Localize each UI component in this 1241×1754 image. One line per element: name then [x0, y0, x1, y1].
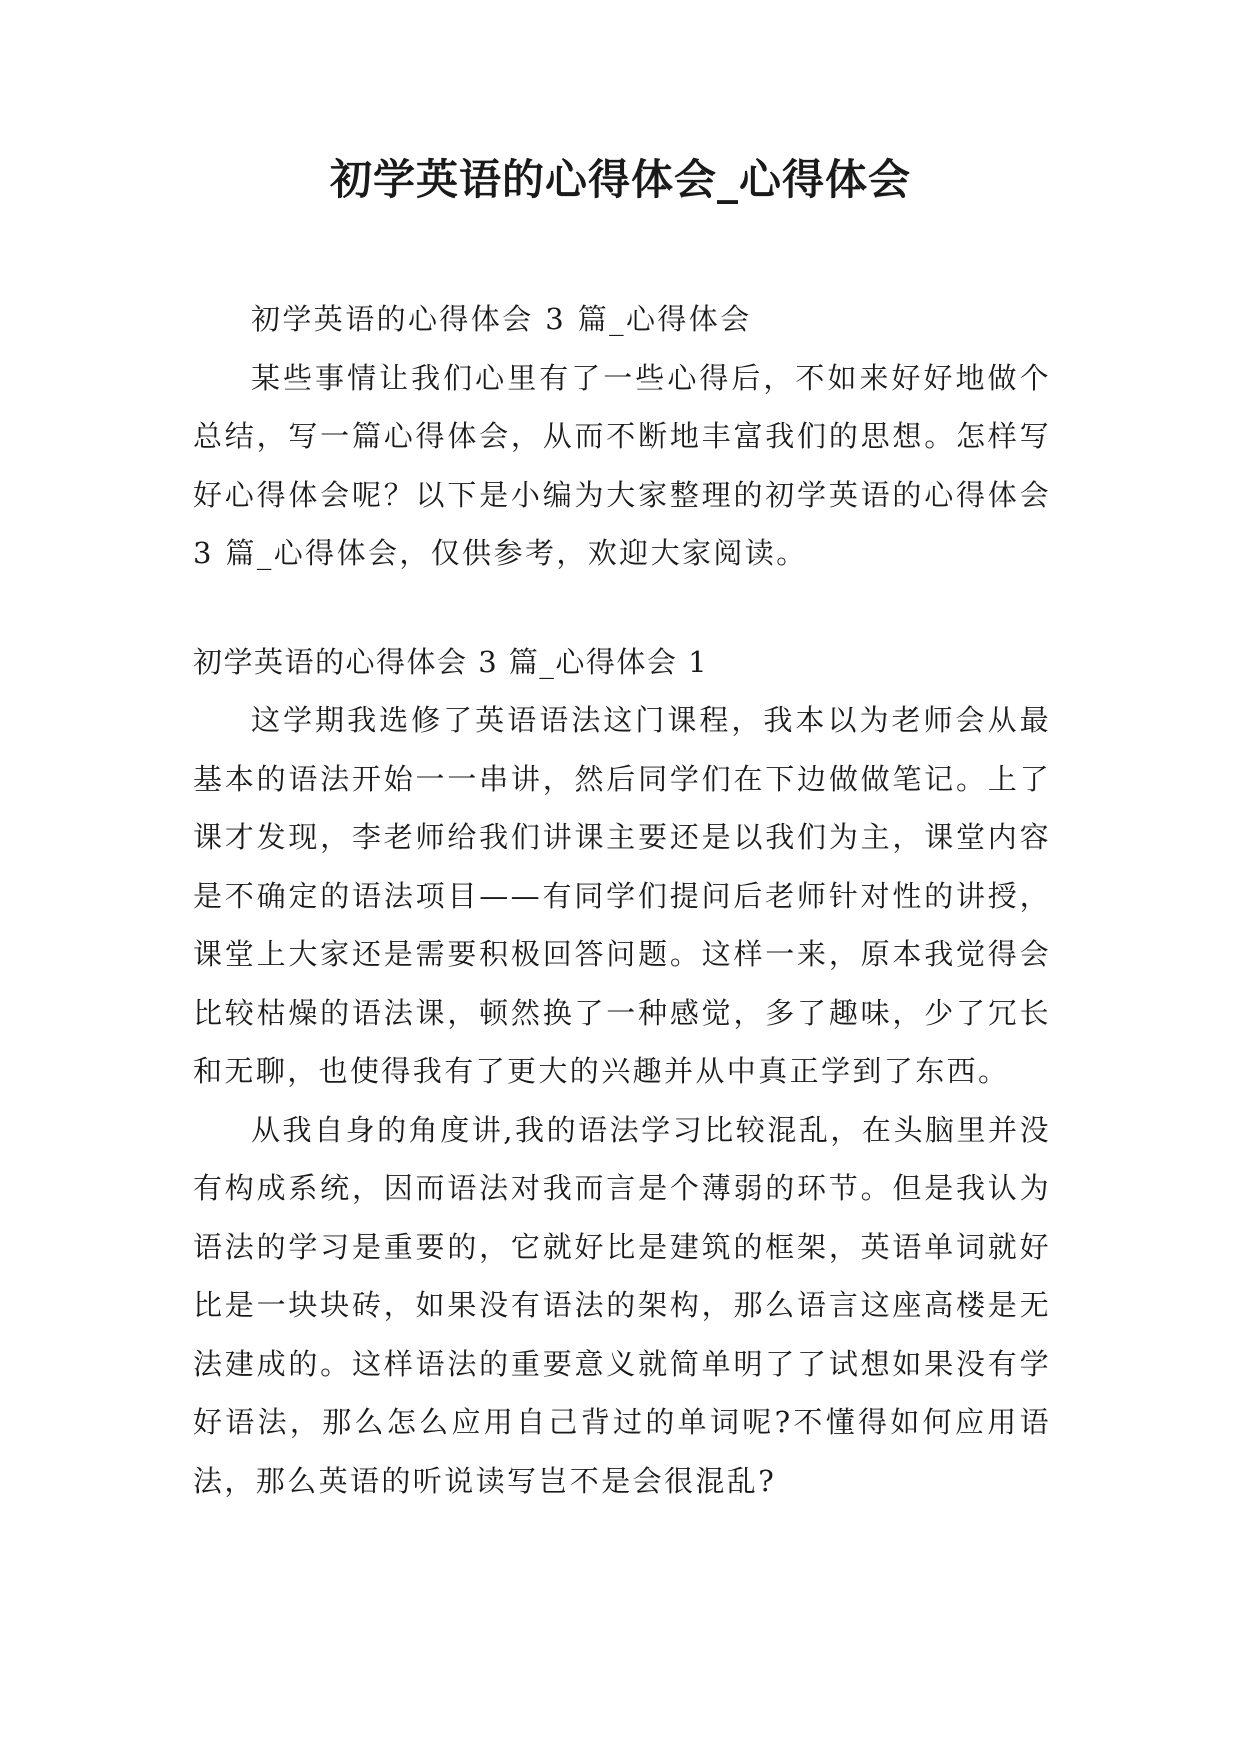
body-paragraph-1: 这学期我选修了英语语法这门课程，我本以为老师会从最基本的语法开始一一串讲，然后同学们在下边做做笔记。上了课才发现，李老师给我们讲课主要还是以我们为主，课堂内容是不确定的语法项目——有同学们提问后老师针对性的讲授，课堂上大家还是需要积极回答问题。这样一来，原本我觉得会比较枯燥的语法课，顿然换了一种感觉，多了趣味，少了冗长和无聊，也使得我有了更大的兴趣并从中真正学到了东西。 [193, 703, 1051, 1088]
body-paragraph-2: 从我自身的角度讲,我的语法学习比较混乱，在头脑里并没有构成系统，因而语法对我而言是个薄弱的环节。但是我认为语法的学习是重要的，它就好比是建筑的框架，英语单词就好比是一块块砖，如果没有语法的架构，那么语言这座高楼是无法建成的。这样语法的重要意义就简单明了了试想如果没有学好语法，那么怎么应用自己背过的单词呢?不懂得如何应用语法，那么英语的听说读写岂不是会很混乱? [193, 1112, 1051, 1498]
document-body [193, 290, 1051, 1510]
intro-paragraph: 某些事情让我们心里有了一些心得后，不如来好好地做个总结，写一篇心得体会，从而不断地丰富我们的思想。怎样写好心得体会呢？以下是小编为大家整理的初学英语的心得体会 3 篇_心得体会，仅供参考，欢迎大家阅读。 [193, 360, 1051, 570]
document-subtitle: 初学英语的心得体会 3 篇_心得体会 [251, 302, 752, 336]
section-heading: 初学英语的心得体会 3 篇_心得体会 1 [193, 644, 709, 679]
document-title: 初学英语的心得体会_心得体会 [329, 155, 911, 204]
